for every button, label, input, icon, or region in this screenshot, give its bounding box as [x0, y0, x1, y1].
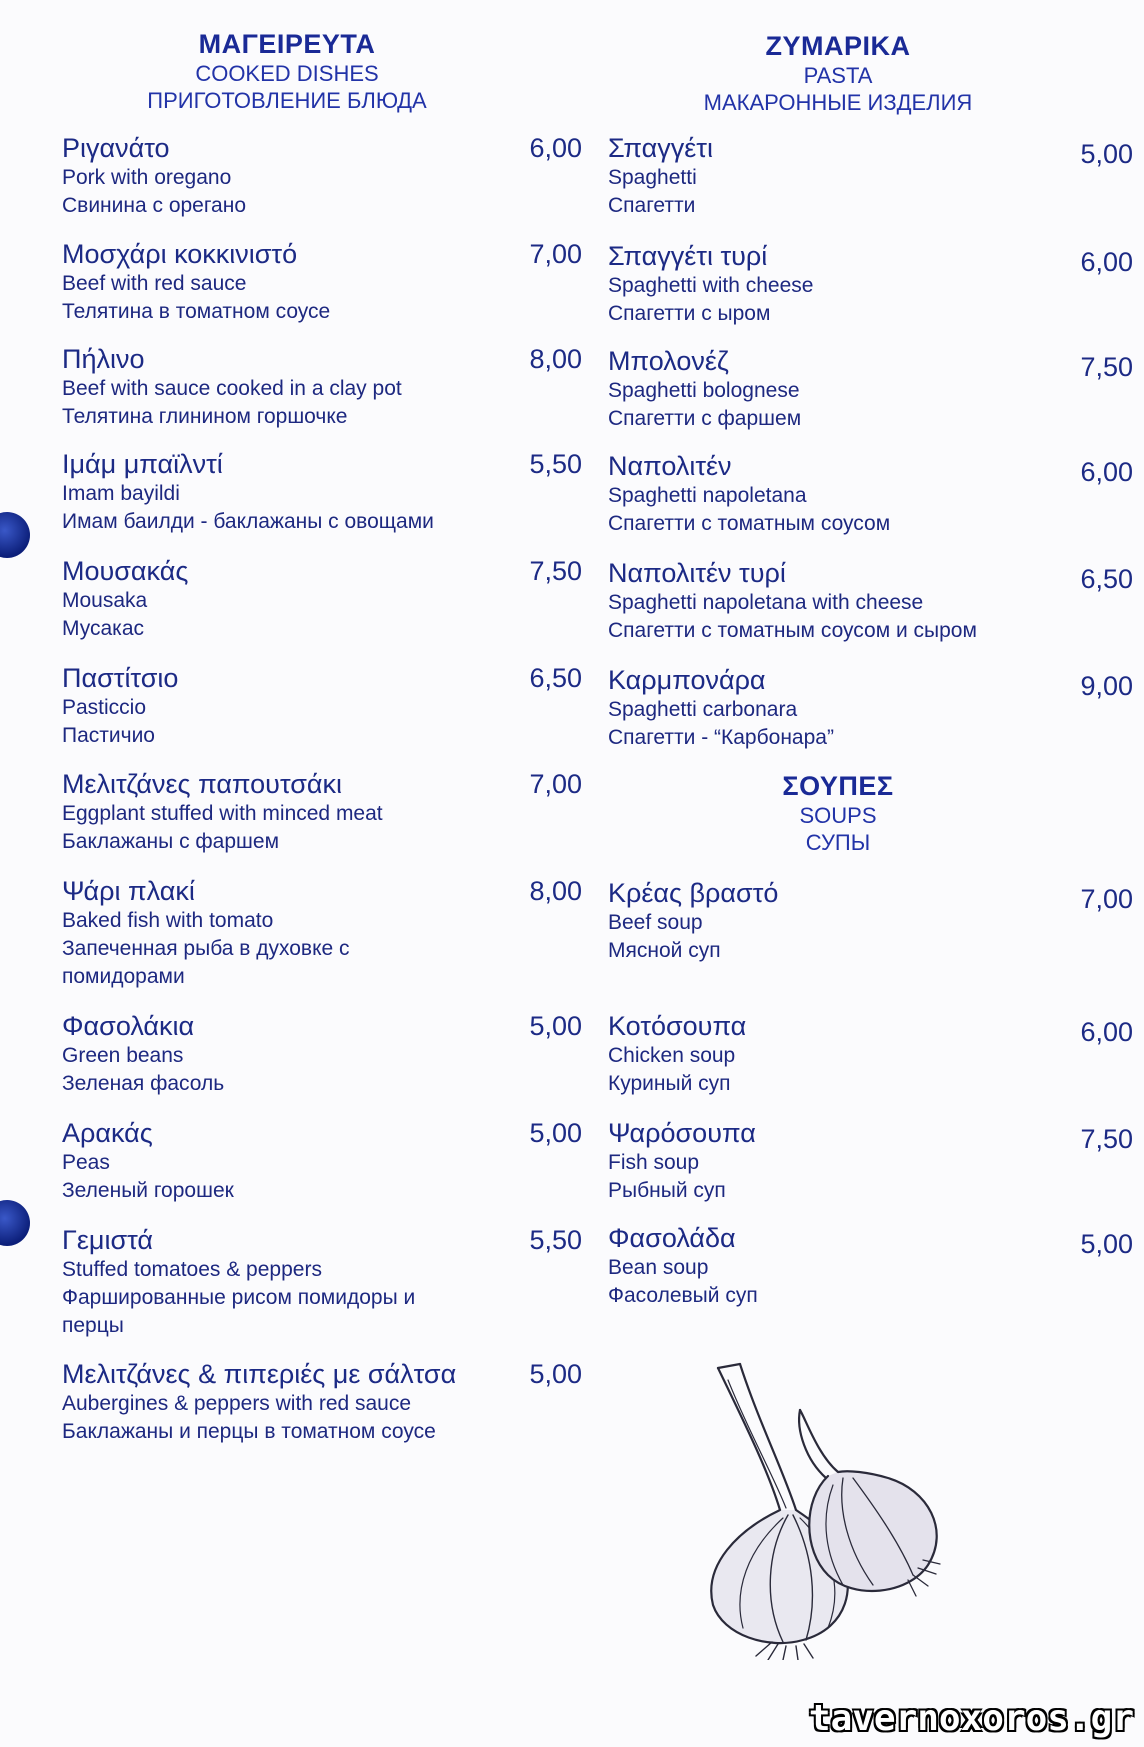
item-name-greek: Μελιτζάνες παπουτσάκι [62, 769, 343, 799]
item-price: 9,00 [1080, 671, 1133, 701]
item-price: 7,50 [529, 556, 582, 586]
item-price: 5,00 [1080, 139, 1133, 169]
menu-item [62, 1117, 582, 1205]
item-name-russian: Спагетти с томатным соусом [608, 512, 891, 535]
item-name-greek: Γεμιστά [62, 1225, 154, 1255]
item-name-russian: Пастичио [62, 724, 155, 747]
item-price: 7,50 [1080, 352, 1133, 382]
pasta-title-greek: ΖΥΜΑΡΙΚΑ [765, 31, 911, 61]
item-name-russian: Спагетти с фаршем [608, 407, 802, 430]
item-name-greek: Ναπολιτέν [608, 451, 732, 481]
item-price: 6,50 [529, 663, 582, 693]
item-name-russian: Имам баилди - баклажаны с овощами [62, 510, 434, 533]
menu-item [62, 132, 582, 220]
binder-hole-bottom [0, 1200, 30, 1246]
item-name-english: Green beans [62, 1044, 184, 1067]
binder-hole-top [0, 512, 30, 558]
item-name-english: Bean soup [608, 1256, 709, 1279]
item-price: 5,50 [529, 449, 582, 479]
menu-item [608, 1010, 1133, 1098]
menu-item [62, 768, 582, 856]
item-name-english: Spaghetti with cheese [608, 274, 814, 297]
item-name-english: Spaghetti napoletana with cheese [608, 591, 924, 614]
item-name-greek: Αρακάς [62, 1118, 153, 1148]
item-name-russian: Спагетти с томатным соусом и сыром [608, 619, 977, 642]
item-name-english: Spaghetti napoletana [608, 484, 807, 507]
item-price: 8,00 [529, 344, 582, 374]
item-price: 5,00 [1080, 1229, 1133, 1259]
menu-item [62, 875, 582, 991]
menu-item [608, 1117, 1133, 1205]
item-price: 6,00 [529, 133, 582, 163]
item-name-russian: Спагетти [608, 194, 696, 217]
item-name-russian: Фаршированные рисом помидоры и перцы [62, 1286, 416, 1337]
item-name-greek: Καρμπονάρα [608, 665, 766, 695]
item-name-english: Chicken soup [608, 1044, 736, 1067]
item-price: 5,00 [529, 1359, 582, 1389]
menu-item [62, 555, 582, 643]
item-name-english: Beef with sauce cooked in a clay pot [62, 377, 402, 400]
item-price: 5,00 [529, 1118, 582, 1148]
item-name-greek: Μουσακάς [62, 556, 189, 586]
item-name-english: Beef soup [608, 911, 703, 934]
item-name-english: Pasticcio [62, 696, 147, 719]
item-name-greek: Μοσχάρι κοκκινιστό [62, 239, 298, 269]
item-name-russian: Мясной суп [608, 939, 721, 962]
item-name-greek: Φασολάκια [62, 1011, 195, 1041]
pasta-title-russian: МАКАРОННЫЕ ИЗДЕЛИЯ [703, 90, 973, 115]
item-name-greek: Κρέας βραστό [608, 878, 779, 908]
item-name-greek: Μελιτζάνες & πιπεριές με σάλτσα [62, 1359, 457, 1389]
item-name-english: Baked fish with tomato [62, 909, 274, 932]
pasta-title-english: PASTA [803, 63, 873, 88]
item-name-english: Peas [62, 1151, 110, 1174]
item-price: 8,00 [529, 876, 582, 906]
menu-item [62, 238, 582, 326]
menu-item [608, 1222, 1133, 1310]
soups-title-greek: ΣΟΥΠΕΣ [782, 771, 894, 801]
item-price: 5,50 [529, 1225, 582, 1255]
item-name-russian: Спагетти - “Карбонара” [608, 726, 834, 749]
item-name-greek: Ναπολιτέν τυρί [608, 558, 786, 588]
item-name-russian: Баклажаны и перцы в томатном соусе [62, 1420, 436, 1443]
item-name-greek: Φασολάδα [608, 1223, 736, 1253]
item-name-russian: Куриный суп [608, 1072, 731, 1095]
menu-item [608, 664, 1133, 752]
site-watermark: tavernoxoros.gr [808, 1698, 1134, 1739]
cooked-title-russian: ПРИГОТОВЛЕНИЕ БЛЮДА [147, 88, 427, 113]
item-price: 6,00 [1080, 1017, 1133, 1047]
menu-item [62, 1358, 582, 1446]
item-name-russian: Фасолевый суп [608, 1284, 758, 1307]
item-price: 6,00 [1080, 247, 1133, 277]
menu-item [62, 1224, 582, 1340]
soups-title-russian: СУПЫ [805, 830, 871, 855]
item-name-greek: Σπαγγέτι τυρί [608, 241, 768, 271]
item-name-english: Imam bayildi [62, 482, 180, 505]
item-name-greek: Πήλινο [62, 344, 145, 374]
item-name-greek: Κοτόσουπα [608, 1011, 747, 1041]
item-name-russian: Мусакас [62, 617, 145, 640]
menu-item [608, 557, 1133, 645]
menu-item [608, 877, 1133, 965]
pasta-header [668, 30, 1008, 116]
menu-item [62, 448, 582, 536]
item-name-greek: Ιμάμ μπαϊλντί [62, 449, 223, 479]
item-price: 6,50 [1080, 564, 1133, 594]
item-name-greek: Ριγανάτο [62, 133, 170, 163]
menu-item [62, 1010, 582, 1098]
item-name-russian: Свинина с орегано [62, 194, 247, 217]
item-name-english: Stuffed tomatoes & peppers [62, 1258, 322, 1281]
menu-item [62, 343, 582, 431]
item-name-greek: Μπολονέζ [608, 346, 729, 376]
menu-item [608, 132, 1133, 220]
soups-title-english: SOUPS [799, 803, 877, 828]
item-name-english: Fish soup [608, 1151, 700, 1174]
menu-item [62, 662, 582, 750]
item-name-english: Aubergines & peppers with red sauce [62, 1392, 412, 1415]
item-price: 6,00 [1080, 457, 1133, 487]
item-price: 7,00 [1080, 884, 1133, 914]
soups-header [708, 770, 968, 856]
item-name-greek: Ψάρι πλακί [62, 876, 195, 906]
item-name-greek: Σπαγγέτι [608, 133, 713, 163]
item-name-english: Pork with oregano [62, 166, 232, 189]
menu-item [608, 345, 1133, 433]
item-price: 7,50 [1080, 1124, 1133, 1154]
item-name-english: Mousaka [62, 589, 148, 612]
item-name-russian: Телятина в томатном соусе [62, 300, 331, 323]
menu-item [608, 240, 1133, 328]
item-name-russian: Баклажаны с фаршем [62, 830, 280, 853]
item-name-russian: Телятина глинином горшочке [62, 405, 348, 428]
garlic-illustration [688, 1360, 988, 1660]
item-name-english: Spaghetti carbonara [608, 698, 798, 721]
cooked-dishes-header [122, 28, 452, 114]
item-name-russian: Запеченная рыба в духовке с помидорами [62, 937, 350, 988]
item-name-russian: Зеленая фасоль [62, 1072, 225, 1095]
item-name-greek: Ψαρόσουπα [608, 1118, 756, 1148]
item-name-english: Spaghetti bolognese [608, 379, 800, 402]
item-name-russian: Рыбный суп [608, 1179, 726, 1202]
item-name-greek: Παστίτσιο [62, 663, 179, 693]
item-name-russian: Спагетти с ыром [608, 302, 771, 325]
cooked-title-greek: ΜΑΓΕΙΡΕΥΤΑ [198, 29, 376, 59]
item-price: 7,00 [529, 769, 582, 799]
item-price: 7,00 [529, 239, 582, 269]
item-name-english: Beef with red sauce [62, 272, 247, 295]
item-name-english: Eggplant stuffed with minced meat [62, 802, 383, 825]
item-price: 5,00 [529, 1011, 582, 1041]
cooked-title-english: COOKED DISHES [195, 61, 379, 86]
menu-item [608, 450, 1133, 538]
item-name-russian: Зеленый горошек [62, 1179, 234, 1202]
item-name-english: Spaghetti [608, 166, 697, 189]
